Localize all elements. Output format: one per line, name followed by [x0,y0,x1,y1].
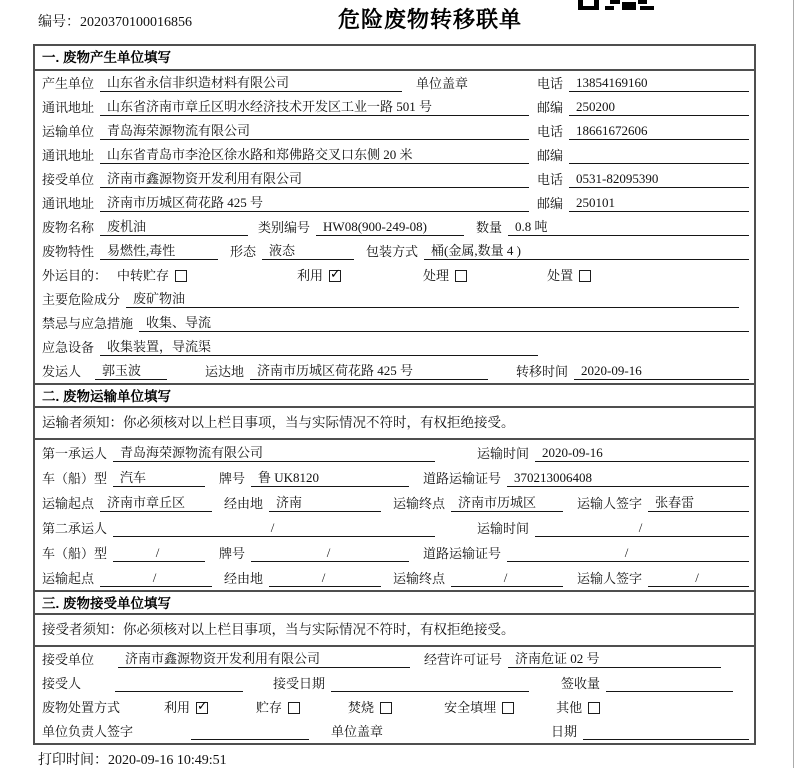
vehicle2-label: 车（船）型 [42,546,108,561]
via-label: 经由地 [224,496,264,511]
unit-seal-label: 单位盖章 [331,724,384,739]
vehicle-value: 汽车 [113,470,205,487]
producer-row [35,71,754,95]
via2-label: 经由地 [224,571,264,586]
transporter-row [35,119,754,143]
waste-character-row [35,239,754,263]
origin-label: 运输起点 [42,496,95,511]
receiver-addr-value: 济南市历城区荷花路 425 号 [100,195,529,212]
qr-code-icon [578,0,654,10]
disposal-option-utilize: 利用 ✓ [164,699,208,715]
producer-zip-value: 250200 [569,99,749,116]
accept-unit-value: 济南市鑫源物资开发利用有限公司 [118,651,410,668]
receiver-phone-label: 电话 [537,172,564,187]
carrier1-time-label: 运输时间 [477,446,530,461]
print-time-line [38,749,227,768]
transporter-zip-label: 邮编 [537,148,564,163]
transfer-date-label: 转移时间 [516,364,569,379]
purpose-option-treat: 处理 [423,268,467,284]
hazard-row [35,287,754,311]
acceptor-row [35,671,754,695]
disposal-row [35,695,754,719]
packing-label: 包装方式 [366,244,419,259]
form-label: 形态 [230,244,257,259]
carrier2-label: 第二承运人 [42,521,108,536]
plate-value: 鲁 UK8120 [251,470,409,487]
amount-value [606,676,733,692]
receiver-label: 接受单位 [42,172,95,187]
disposal-option-other: 其他 [556,700,600,716]
disposal-burn-checkbox [380,702,392,714]
purpose-option-transfer: 中转贮存 [117,268,187,284]
permit-value: 济南危证 02 号 [508,651,721,668]
qty-value: 0.8 吨 [508,219,749,236]
waste-name-label: 废物名称 [42,220,95,235]
disposal-option-landfill: 安全填埋 [444,700,514,716]
shipper-label: 发运人 [42,364,82,379]
accept-unit-row [35,647,754,671]
purpose-row [35,263,754,287]
receiver-value: 济南市鑫源物资开发利用有限公司 [100,171,529,188]
producer-addr-row [35,95,754,119]
head-sign-value [191,724,309,740]
carrier1-vehicle-row [35,465,754,490]
receiver-addr-label: 通讯地址 [42,196,95,211]
disposal-utilize-checkbox: ✓ [197,699,208,714]
sign-value: 张春雷 [648,495,749,512]
receiver-row [35,167,754,191]
producer-addr-label: 通讯地址 [42,100,95,115]
producer-seal-label: 单位盖章 [416,76,469,91]
accept-date-value [331,676,529,692]
page-title: 危险废物转移联单 [337,7,522,32]
print-time-label: 打印时间： [38,753,108,768]
sign2-value: / [648,570,749,587]
sign-label: 运输人签字 [577,496,643,511]
section2-header: 二. 废物运输单位填写 [35,383,754,408]
waste-name-row [35,215,754,239]
serial-label: 编号： [38,15,80,30]
taboo-label: 禁忌与应急措施 [42,316,134,331]
end-value: 济南市历城区 [451,495,563,512]
permit-label: 经营许可证号 [424,652,503,667]
manifest-form-table [33,44,756,745]
producer-value: 山东省永信非织造材料有限公司 [100,75,402,92]
plate2-label: 牌号 [219,546,246,561]
transporter-addr-value: 山东省青岛市李沧区徐水路和郑佛路交叉口东侧 20 米 [100,147,529,164]
vehicle-label: 车（船）型 [42,471,108,486]
hazard-value: 废矿物油 [126,291,739,308]
purpose-label: 外运目的： [42,268,108,283]
character-label: 废物特性 [42,244,95,259]
transporter-zip-value [569,148,749,164]
category-value: HW08(900-249-08) [316,219,464,236]
disposal-option-burn: 焚烧 [348,700,392,716]
shipper-value: 郭玉波 [95,363,167,380]
shipper-row [35,359,754,383]
taboo-value: 收集、导流 [139,315,749,332]
transporter-phone-value: 18661672606 [569,123,749,140]
license2-label: 道路运输证号 [423,546,502,561]
carrier2-row [35,515,754,540]
end-label: 运输终点 [393,496,446,511]
equipment-value: 收集装置，导流渠 [100,339,538,356]
license2-value: / [507,545,749,562]
acceptor-label: 接受人 [42,676,82,691]
end2-label: 运输终点 [393,571,446,586]
dest-label: 运达地 [205,364,245,379]
receiver-zip-label: 邮编 [537,196,564,211]
qty-label: 数量 [476,220,503,235]
treat-checkbox [455,270,467,282]
transporter-addr-row [35,143,754,167]
plate-label: 牌号 [219,471,246,486]
packing-value: 桶(金属,数量 4 ) [424,243,749,260]
transporter-value: 青岛海荣源物流有限公司 [100,123,529,140]
hazard-label: 主要危险成分 [42,292,121,307]
acceptor-notice: 接受者须知：你必须核对以上栏目事项，当与实际情况不符时，有权拒绝接受。 [35,615,754,647]
producer-phone-value: 13854169160 [569,75,749,92]
transporter-notice: 运输者须知：你必须核对以上栏目事项，当与实际情况不符时，有权拒绝接受。 [35,408,754,440]
vehicle2-value: / [113,545,205,562]
via2-value: / [269,570,381,587]
via-value: 济南 [269,495,381,512]
print-time-value: 2020-09-16 10:49:51 [108,753,227,768]
purpose-option-dispose: 处置 [547,268,591,284]
carrier1-time-value: 2020-09-16 [535,445,749,462]
disposal-other-checkbox [588,702,600,714]
receiver-phone-value: 0531-82095390 [569,171,749,188]
carrier2-time-value: / [535,520,749,537]
carrier1-route-row [35,490,754,515]
producer-label: 产生单位 [42,76,95,91]
dest-value: 济南市历城区荷花路 425 号 [250,363,488,380]
character-value: 易燃性,毒性 [100,243,218,260]
sign-date-label: 日期 [551,724,578,739]
utilize-checkbox: ✓ [330,267,341,282]
taboo-row [35,311,754,335]
disposal-label: 废物处置方式 [42,700,121,715]
transporter-label: 运输单位 [42,124,95,139]
accept-unit-label: 接受单位 [42,652,95,667]
producer-zip-label: 邮编 [537,100,564,115]
carrier2-vehicle-row [35,540,754,565]
transfer-date-value: 2020-09-16 [574,363,749,380]
transporter-addr-label: 通讯地址 [42,148,95,163]
carrier1-row [35,440,754,465]
sign-date-value [583,724,749,740]
sign2-label: 运输人签字 [577,571,643,586]
transporter-phone-label: 电话 [537,124,564,139]
section1-header: 一. 废物产生单位填写 [35,46,754,71]
serial-number: 2020370100016856 [80,15,192,30]
origin2-label: 运输起点 [42,571,95,586]
accept-date-label: 接受日期 [273,676,326,691]
producer-addr-value: 山东省济南市章丘区明水经济技术开发区工业一路 501 号 [100,99,529,116]
carrier2-route-row [35,565,754,590]
disposal-option-store: 贮存 [256,700,300,716]
waste-name-value: 废机油 [100,219,248,236]
dispose-checkbox [579,270,591,282]
origin-value: 济南市章丘区 [100,495,212,512]
equipment-row [35,335,754,359]
form-value: 液态 [262,243,354,260]
section3-header: 三. 废物接受单位填写 [35,590,754,615]
amount-label: 签收量 [561,676,601,691]
page-right-border [793,0,794,768]
receiver-zip-value: 250101 [569,195,749,212]
disposal-landfill-checkbox [502,702,514,714]
producer-phone-label: 电话 [537,76,564,91]
origin2-value: / [100,570,212,587]
end2-value: / [451,570,563,587]
carrier1-value: 青岛海荣源物流有限公司 [113,445,435,462]
carrier1-label: 第一承运人 [42,446,108,461]
plate2-value: / [251,545,409,562]
purpose-option-utilize: 利用 ✓ [297,267,341,283]
license-value: 370213006408 [507,470,749,487]
acceptor-value [115,676,243,692]
disposal-store-checkbox [288,702,300,714]
category-label: 类别编号 [258,220,311,235]
license-label: 道路运输证号 [423,471,502,486]
carrier2-value: / [113,520,435,537]
head-sign-label: 单位负责人签字 [42,724,134,739]
receiver-addr-row [35,191,754,215]
carrier2-time-label: 运输时间 [477,521,530,536]
head-sign-row [35,719,754,743]
equipment-label: 应急设备 [42,340,95,355]
transfer-checkbox [175,270,187,282]
